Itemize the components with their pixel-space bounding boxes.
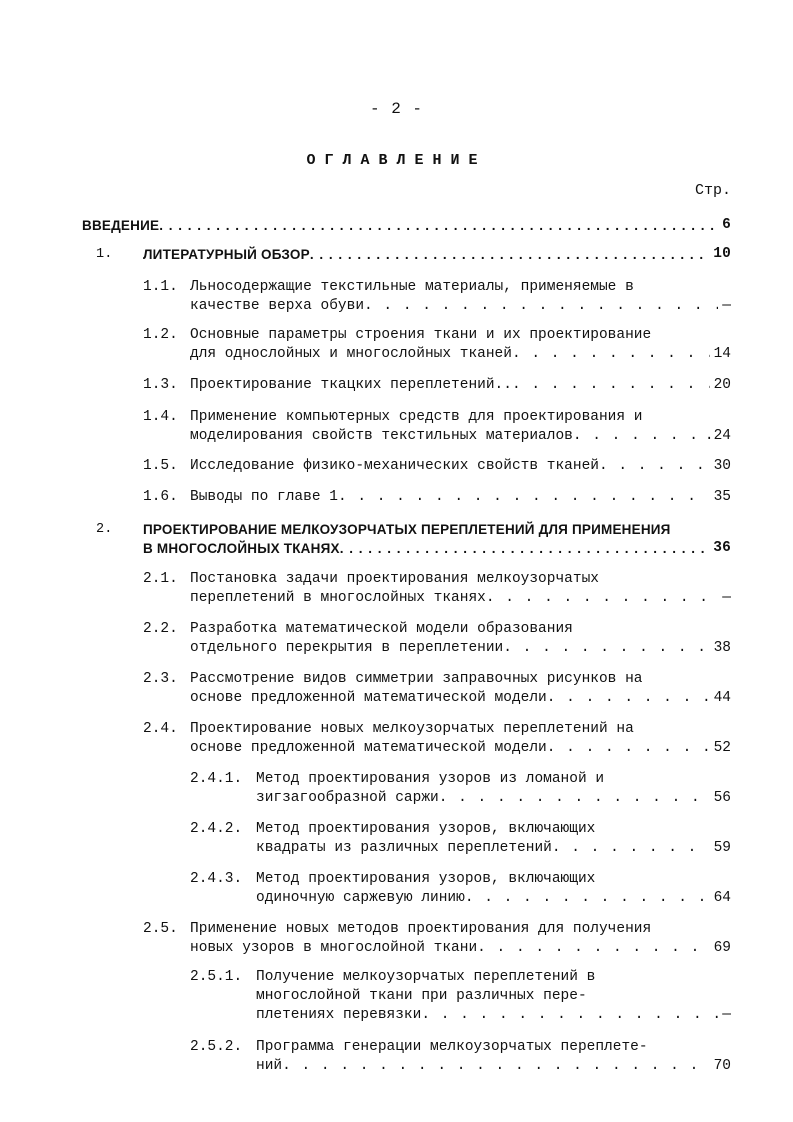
toc-entry-title <box>143 245 731 264</box>
dot-leader <box>159 216 718 235</box>
toc-entry-line: Метод проектирования узоров, включающих <box>256 871 596 887</box>
toc-entry-line: моделирования свойств текстильных материалов <box>190 428 573 444</box>
dot-leader <box>503 639 709 658</box>
page-number: - 2 - <box>369 100 423 118</box>
toc-entry-number: 2. <box>96 522 113 537</box>
toc-entry-line: Рассмотрение видов симметрии заправочных рисунков на <box>190 671 643 687</box>
toc-entry-number: 2.1. <box>143 571 178 587</box>
toc-entry-title <box>190 720 731 758</box>
toc-entry-number: 1.1. <box>143 279 178 295</box>
toc-entry-line: отдельного перекрытия в переплетении <box>190 640 504 656</box>
toc-entry-line: Исследование физико-механических свойств тканей <box>190 458 599 474</box>
toc-entry-line: Метод проектирования узоров, включающих <box>256 821 596 837</box>
toc-entry-line: переплетений в многослойных тканях <box>190 590 486 606</box>
toc-entry-number: 1.3. <box>143 377 178 393</box>
toc-entry-line: основе предложенной математической модели <box>190 690 547 706</box>
dot-leader <box>599 457 710 476</box>
toc-entry-title <box>256 820 731 858</box>
toc-entry-page: — <box>722 298 731 314</box>
toc-entry-title <box>143 520 731 558</box>
toc-entry-page: 69 <box>713 940 731 956</box>
toc-entry-page: 6 <box>722 217 731 233</box>
toc-entry-title <box>190 457 731 476</box>
dot-leader <box>465 889 710 908</box>
toc-entry-page: 59 <box>713 840 731 856</box>
dot-leader <box>547 739 710 758</box>
toc-entry-line: зигзагообразной саржи <box>256 790 439 806</box>
dot-leader <box>573 427 701 446</box>
toc-entry-number: 2.4.2. <box>190 821 243 837</box>
toc-entry-number: 1.4. <box>143 409 178 425</box>
toc-entry-title <box>190 488 731 507</box>
toc-entry-title <box>190 408 731 446</box>
toc-entry-page: 10 <box>713 246 731 262</box>
toc-entry-line: Программа генерации мелкоузорчатых переплете- <box>256 1039 648 1055</box>
dot-leader <box>477 939 709 958</box>
toc-entry-page: 20 <box>713 377 731 393</box>
toc-entry-number: 1.5. <box>143 458 178 474</box>
toc-entry-line: для однослойных и многослойных тканей <box>190 346 512 362</box>
toc-entry-page: 36 <box>713 540 731 556</box>
toc-entry-title <box>256 968 731 1025</box>
toc-entry-title <box>190 278 731 316</box>
dot-leader <box>338 488 710 507</box>
toc-entry-line: Получение мелкоузорчатых переплетений в <box>256 969 596 985</box>
page-title: ОГЛАВЛЕНИЕ <box>306 152 487 169</box>
toc-entry-line: квадраты из различных переплетений <box>256 840 552 856</box>
toc-entry-page: 70 <box>713 1058 731 1074</box>
toc-entry-number: 2.4.3. <box>190 871 243 887</box>
toc-entry-number: 2.5. <box>143 921 178 937</box>
toc-entry-page: 35 <box>713 489 731 505</box>
dot-leader <box>364 297 718 316</box>
toc-entry-title <box>190 670 731 708</box>
toc-entry-line: Постановка задачи проектирования мелкоузорчатых <box>190 571 599 587</box>
toc-entry-line: В МНОГОСЛОЙНЫХ ТКАНЯХ <box>143 541 340 556</box>
toc-entry-title <box>256 770 731 808</box>
dot-leader <box>340 539 710 558</box>
toc-entry-line: многослойной ткани при различных пере- <box>256 988 587 1004</box>
toc-entry-title <box>190 376 731 395</box>
toc-entry-title <box>190 570 731 608</box>
dot-leader <box>552 839 710 858</box>
dot-leader <box>310 245 709 264</box>
toc-entry-line: Разработка математической модели образования <box>190 621 573 637</box>
toc-entry-line: Основные параметры строения ткани и их проектирование <box>190 327 652 343</box>
toc-entry-number: 2.3. <box>143 671 178 687</box>
toc-entry-number: 1. <box>96 247 113 262</box>
toc-entry-line: Проектирование ткацких переплетений.. <box>190 377 512 393</box>
toc-entry-number: 2.5.1. <box>190 969 243 985</box>
toc-entry-title <box>256 1038 731 1076</box>
toc-entry-line: ВВЕДЕНИЕ <box>82 218 160 233</box>
dot-leader <box>486 589 718 608</box>
toc-entry-page: 64 <box>713 890 731 906</box>
toc-entry-line: качестве верха обуви <box>190 298 365 314</box>
toc-entry-title <box>256 870 731 908</box>
toc-entry-line: основе предложенной математической модели <box>190 740 547 756</box>
toc-entry-title <box>190 620 731 658</box>
toc-entry-number: 2.5.2. <box>190 1039 243 1055</box>
toc-entry-page: 56 <box>713 790 731 806</box>
toc-entry-title <box>82 216 731 235</box>
dot-leader <box>512 345 710 364</box>
toc-entry-page: 52 <box>713 740 731 756</box>
dot-leader <box>282 1057 709 1076</box>
toc-entry-page: 38 <box>713 640 731 656</box>
toc-entry-number: 1.6. <box>143 489 178 505</box>
toc-entry-number: 2.4.1. <box>190 771 243 787</box>
toc-entry-line: плетениях перевязки <box>256 1007 422 1023</box>
toc-entry-line: ний <box>256 1058 283 1074</box>
toc-entry-line: ЛИТЕРАТУРНЫЙ ОБЗОР <box>143 247 310 262</box>
toc-entry-line: Применение компьютерных средств для проектирования и <box>190 409 643 425</box>
toc-entry-line: Льносодержащие текстильные материалы, применяемые в <box>190 279 634 295</box>
toc-entry-line: Применение новых методов проектирования для получения <box>190 921 652 937</box>
toc-entry-page: — <box>722 1007 731 1023</box>
page-column-label: Стр. <box>694 182 731 199</box>
toc-entry-title <box>190 920 731 958</box>
dot-leader <box>512 376 710 395</box>
toc-entry-number: 2.2. <box>143 621 178 637</box>
toc-entry-line: Выводы по главе 1 <box>190 489 338 505</box>
toc-entry-page: 30 <box>713 458 731 474</box>
dot-leader <box>547 689 710 708</box>
toc-entry-line: Метод проектирования узоров из ломаной и <box>256 771 605 787</box>
toc-entry-page: 14 <box>713 346 731 362</box>
dot-leader <box>421 1006 718 1025</box>
toc-entry-page: 44 <box>713 690 731 706</box>
toc-entry-number: 2.4. <box>143 721 178 737</box>
toc-entry-line: Проектирование новых мелкоузорчатых переплетений на <box>190 721 634 737</box>
toc-entry-line: новых узоров в многослойной ткани <box>190 940 478 956</box>
toc-entry-page: — <box>722 590 731 606</box>
toc-entry-line: ПРОЕКТИРОВАНИЕ МЕЛКОУЗОРЧАТЫХ ПЕРЕПЛЕТЕНИЙ ДЛЯ ПРИМЕНЕНИЯ <box>143 522 671 537</box>
toc-entry-title <box>190 326 731 364</box>
dot-leader <box>439 789 710 808</box>
toc-entry-page: .24 <box>704 428 731 444</box>
toc-entry-line: одиночную саржевую линию <box>256 890 465 906</box>
toc-entry-number: 1.2. <box>143 327 178 343</box>
